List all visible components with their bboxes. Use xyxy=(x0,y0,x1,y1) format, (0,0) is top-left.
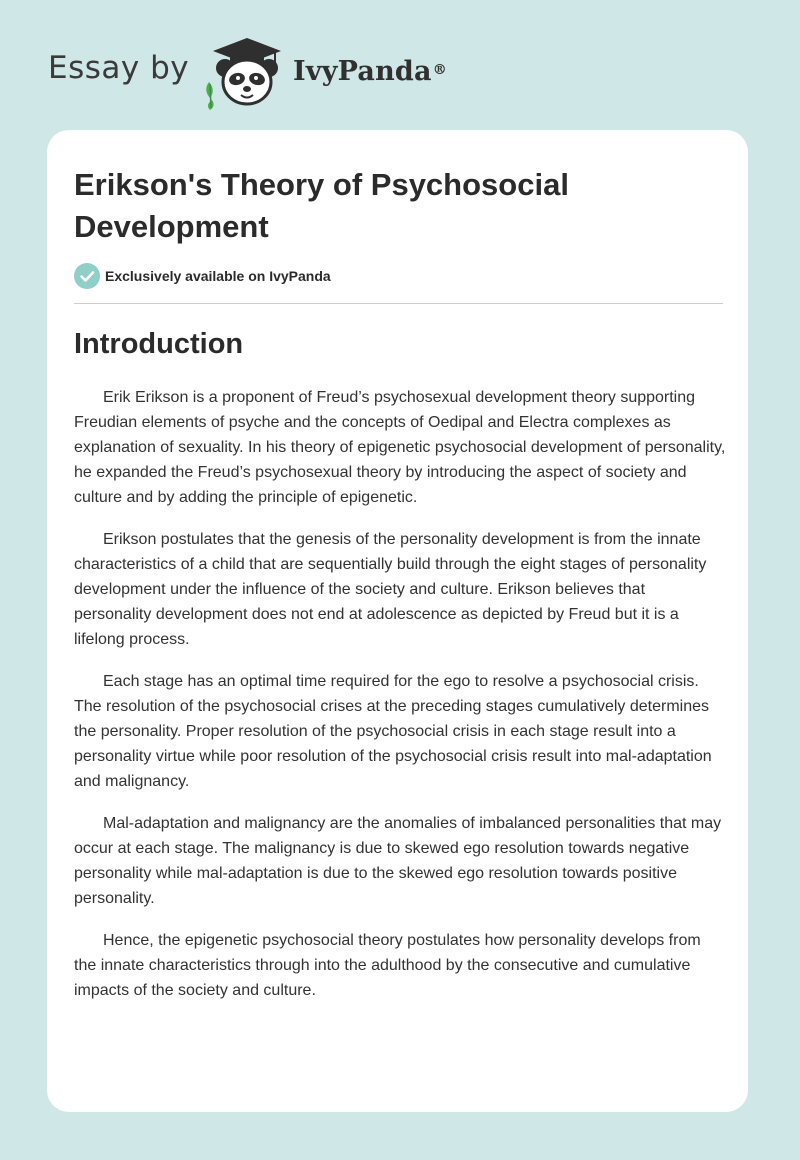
panda-graduate-icon[interactable] xyxy=(201,34,293,110)
exclusive-badge xyxy=(74,263,331,289)
essay-by-label: Essay by xyxy=(48,50,190,86)
brand-text: IvyPanda xyxy=(293,56,432,87)
essay-body xyxy=(74,385,726,1020)
check-badge-icon xyxy=(74,263,100,289)
paragraph: Erik Erikson is a proponent of Freud’s psychosexual development theory supporting Freudian elements of psyche and the concepts of Oedipal and Electra complexes as explanation of sexuality. In his theory of epigenetic psychosocial development of personality, he expanded the Freud’s psychosexual theory by introducing the aspect of society and culture and by adding the principle of epigenetic. xyxy=(74,389,726,506)
divider xyxy=(74,303,723,304)
registered-mark: ® xyxy=(432,62,447,78)
paragraph: Mal-adaptation and malignancy are the anomalies of imbalanced personalities that may occur at each stage. The malignancy is due to skewed ego resolution towards negative personality while mal-adaptation is due to the skewed ego resolution towards positive personality. xyxy=(74,815,722,907)
essay-title: Erikson's Theory of Psychosocial Development xyxy=(74,167,569,244)
brand-name[interactable] xyxy=(293,52,447,92)
exclusive-label: Exclusively available on IvyPanda xyxy=(105,268,331,284)
paragraph: Hence, the epigenetic psychosocial theory postulates how personality develops from the innate characteristics through into the adulthood by the consecutive and cumulative impacts of the society and culture. xyxy=(74,932,701,999)
site-header xyxy=(48,30,748,110)
paragraph: Each stage has an optimal time required for the ego to resolve a psychosocial crisis. The resolution of the psychosocial crises at the preceding stages cumulatively determines the personality. Proper resolution of the psychosocial crisis in each stage result into a personality virtue while poor resolution of the psychosocial crisis result into mal-adaptation and malignancy. xyxy=(74,673,712,790)
section-heading: Introduction xyxy=(74,328,244,360)
paragraph: Erikson postulates that the genesis of the personality development is from the innate characteristics of a child that are sequentially build through the eight stages of personality development under the influence of the society and culture. Erikson believes that personality development does not end at adolescence as depicted by Freud but it is a lifelong process. xyxy=(74,531,707,648)
essay-card xyxy=(47,130,748,1112)
